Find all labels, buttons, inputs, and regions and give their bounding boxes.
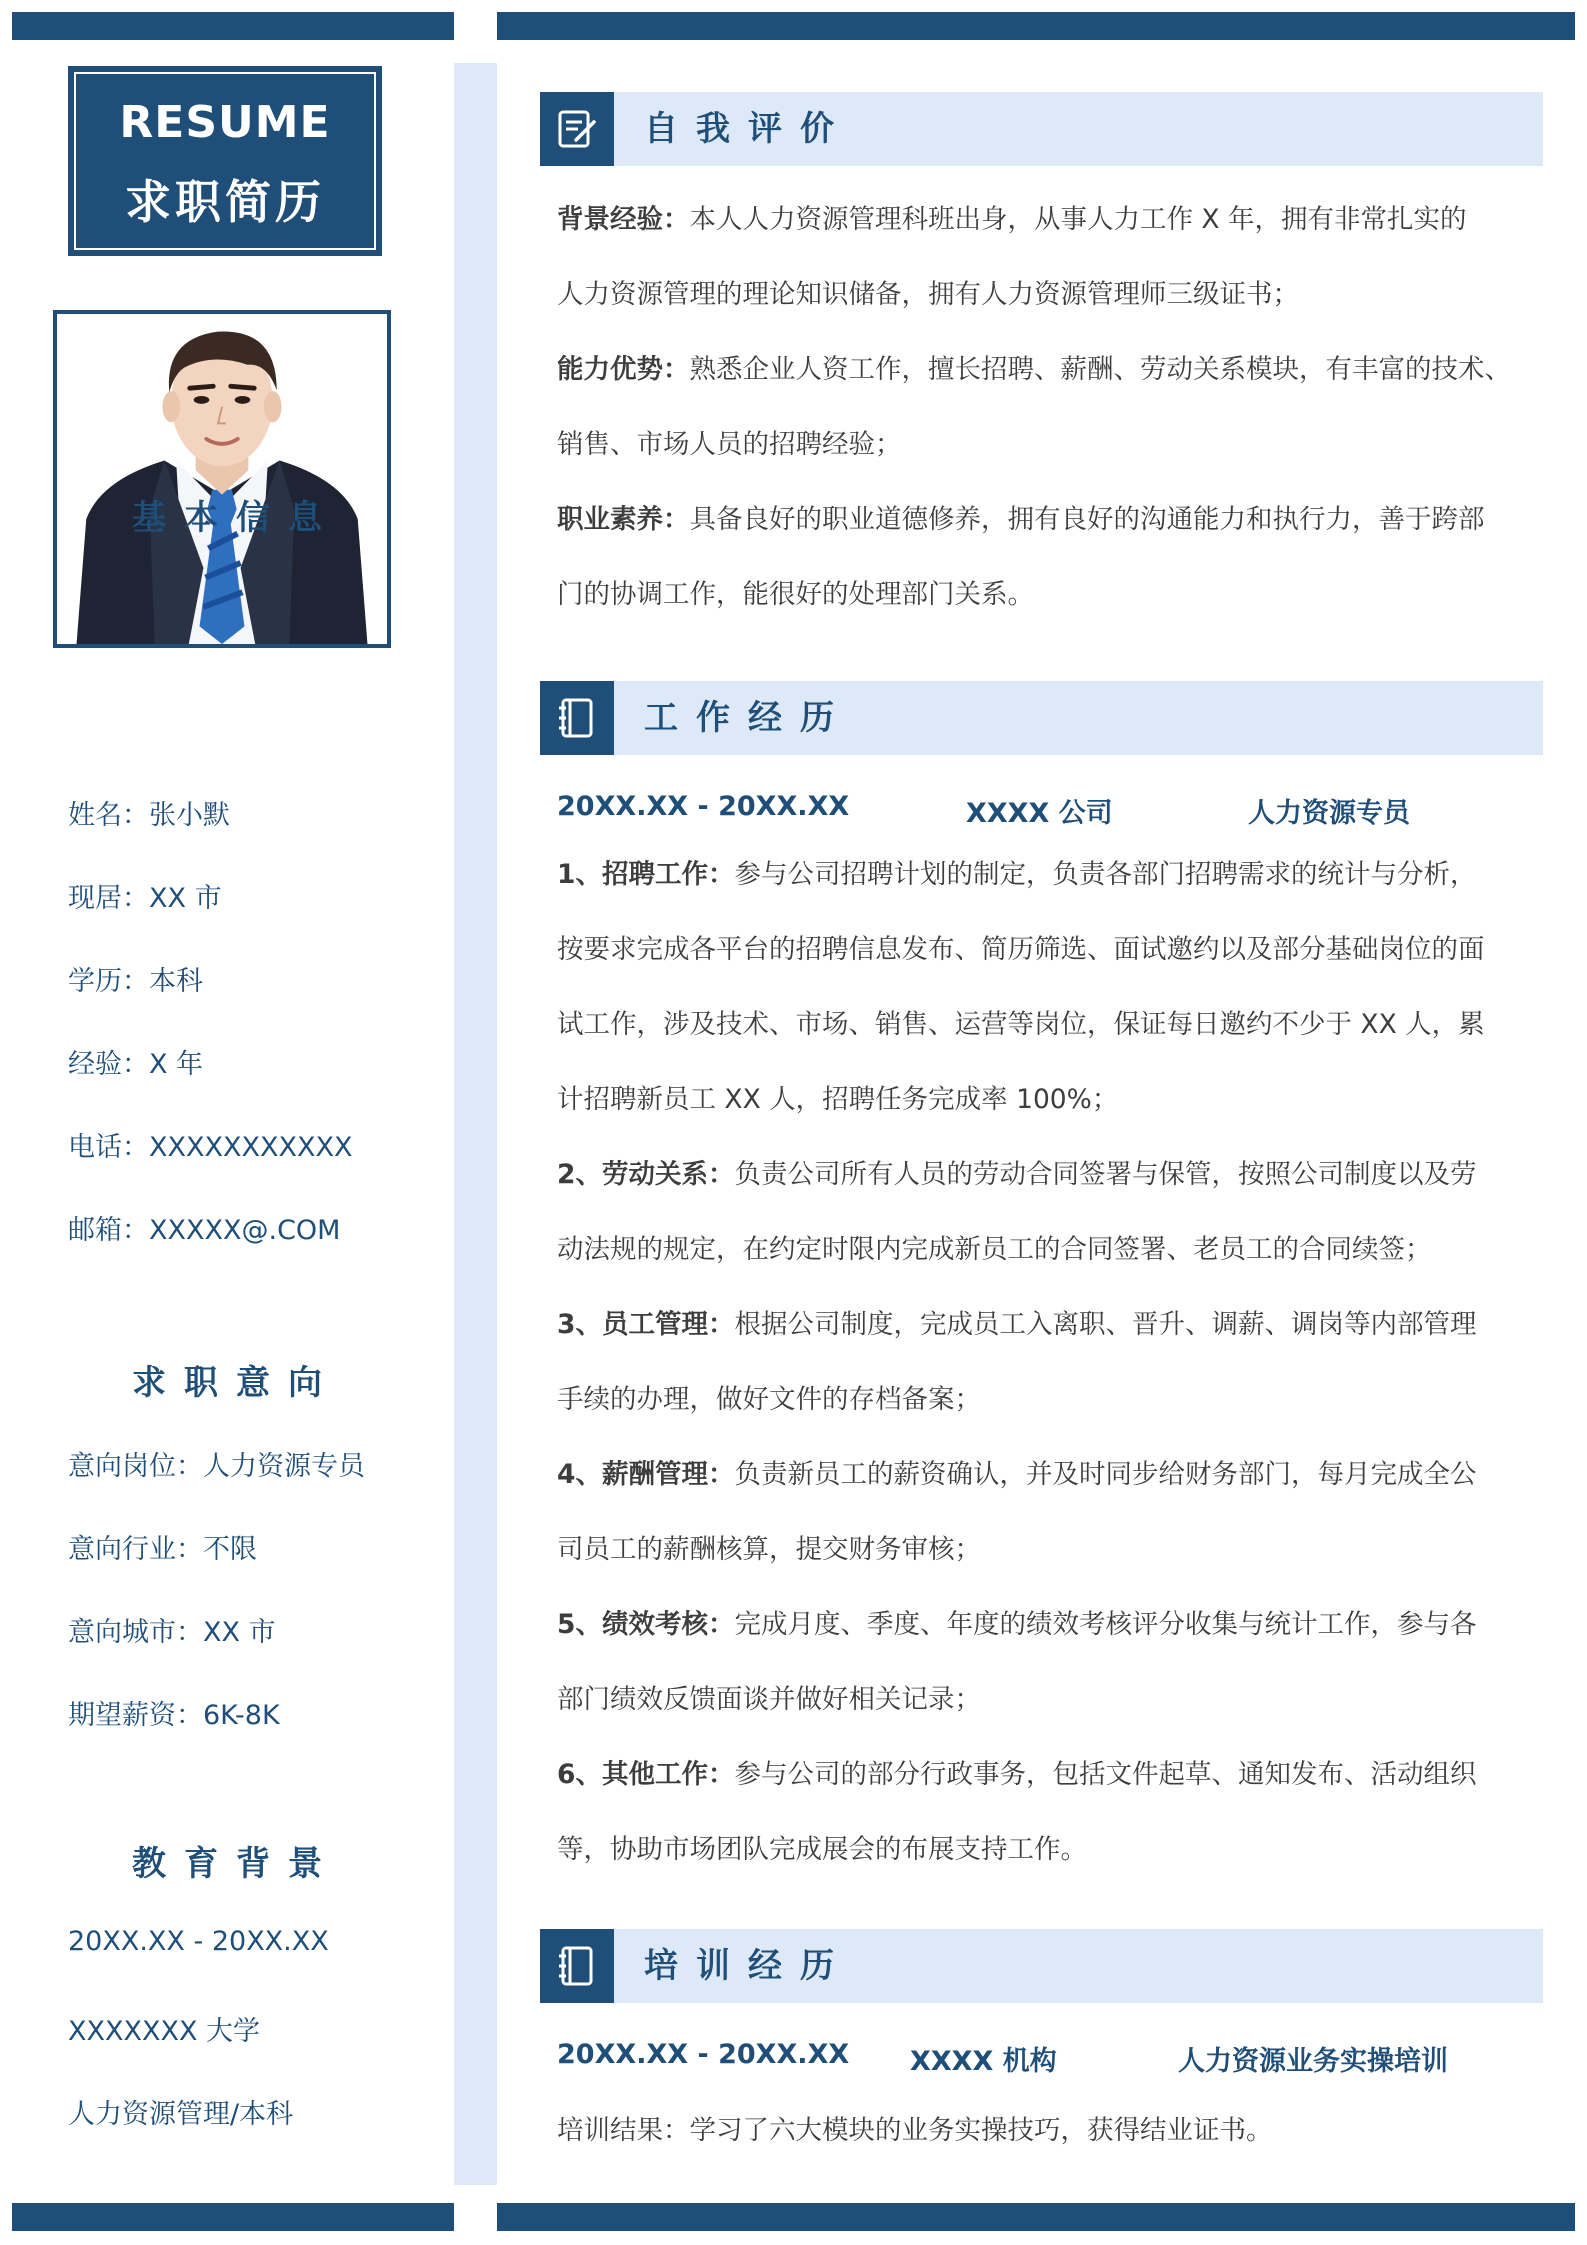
work-company: XXXX 公司 xyxy=(966,798,1113,829)
work-line: 1、招聘工作：参与公司招聘计划的制定，负责各部门招聘需求的统计与分析， xyxy=(557,859,1477,890)
training-result: 培训结果：学习了六大模块的业务实操技巧，获得结业证书。 xyxy=(557,2115,1273,2146)
basic-email: 邮箱：XXXXX@.COM xyxy=(68,1215,341,1246)
work-header xyxy=(540,681,1543,755)
portrait-illustration xyxy=(57,314,387,644)
profile-photo xyxy=(53,310,391,648)
self-eval-text xyxy=(557,182,1557,632)
work-line: 5、绩效考核：完成月度、季度、年度的绩效考核评分收集与统计工作，参与各 xyxy=(557,1609,1477,1640)
intent-industry: 意向行业：不限 xyxy=(68,1534,257,1565)
self-eval-line: 能力优势：熟悉企业人资工作，擅长招聘、薪酬、劳动关系模块，有丰富的技术、 xyxy=(557,354,1511,385)
training-org: XXXX 机构 xyxy=(910,2046,1057,2077)
training-title: 培训经历 xyxy=(644,1946,852,1986)
top-bar-left xyxy=(12,12,454,40)
self-eval-line: 门的协调工作，能很好的处理部门关系。 xyxy=(557,579,1034,610)
work-line: 计招聘新员工 XX 人，招聘任务完成率 100%； xyxy=(557,1084,1119,1115)
top-bar-right xyxy=(497,12,1575,40)
notebook-icon xyxy=(540,681,614,755)
basic-info-heading: 基本信息 xyxy=(132,498,340,538)
bottom-bar-right xyxy=(497,2203,1575,2231)
education-heading: 教育背景 xyxy=(132,1844,340,1884)
basic-education: 学历：本科 xyxy=(68,966,203,997)
training-period: 20XX.XX - 20XX.XX xyxy=(557,2039,850,2070)
work-line: 3、员工管理：根据公司制度，完成员工入离职、晋升、调薪、调岗等内部管理 xyxy=(557,1309,1477,1340)
basic-residence: 现居：XX 市 xyxy=(68,883,222,914)
resume-title-box xyxy=(68,66,382,256)
self-eval-header xyxy=(540,92,1543,166)
work-position: 人力资源专员 xyxy=(1248,798,1410,829)
notebook-icon xyxy=(540,1929,614,2003)
self-eval-line: 人力资源管理的理论知识储备，拥有人力资源管理师三级证书； xyxy=(557,279,1299,310)
intent-city: 意向城市：XX 市 xyxy=(68,1617,276,1648)
self-eval-title: 自我评价 xyxy=(644,109,852,149)
work-duties-text xyxy=(557,837,1557,1887)
work-period: 20XX.XX - 20XX.XX xyxy=(557,791,850,822)
training-course: 人力资源业务实操培训 xyxy=(1178,2046,1448,2077)
education-school: XXXXXXX 大学 xyxy=(68,2016,261,2047)
self-eval-line: 销售、市场人员的招聘经验； xyxy=(557,429,902,460)
education-major: 人力资源管理/本科 xyxy=(68,2099,294,2130)
work-line: 部门绩效反馈面谈并做好相关记录； xyxy=(557,1684,981,1715)
work-line: 按要求完成各平台的招聘信息发布、简历筛选、面试邀约以及部分基础岗位的面 xyxy=(557,934,1485,965)
basic-name: 姓名：张小默 xyxy=(68,800,230,831)
work-line: 2、劳动关系：负责公司所有人员的劳动合同签署与保管，按照公司制度以及劳 xyxy=(557,1159,1477,1190)
work-line: 6、其他工作：参与公司的部分行政事务，包括文件起草、通知发布、活动组织 xyxy=(557,1759,1477,1790)
work-line: 试工作，涉及技术、市场、销售、运营等岗位，保证每日邀约不少于 XX 人，累 xyxy=(557,1009,1485,1040)
work-line: 动法规的规定，在约定时限内完成新员工的合同签署、老员工的合同续签； xyxy=(557,1234,1432,1265)
job-intent-heading: 求职意向 xyxy=(132,1363,340,1403)
title-chinese: 求职简历 xyxy=(125,175,325,229)
work-line: 司员工的薪酬核算，提交财务审核； xyxy=(557,1534,981,1565)
work-title: 工作经历 xyxy=(644,698,852,738)
intent-position: 意向岗位：人力资源专员 xyxy=(68,1451,365,1482)
work-line: 4、薪酬管理：负责新员工的薪资确认，并及时同步给财务部门，每月完成全公 xyxy=(557,1459,1477,1490)
title-english: RESUME xyxy=(119,97,331,148)
center-divider xyxy=(454,63,497,2185)
self-eval-line: 背景经验：本人人力资源管理科班出身，从事人力工作 X 年，拥有非常扎实的 xyxy=(557,204,1467,235)
training-header xyxy=(540,1929,1543,2003)
bottom-bar-left xyxy=(12,2203,454,2231)
basic-experience: 经验：X 年 xyxy=(68,1049,204,1080)
intent-salary: 期望薪资：6K-8K xyxy=(68,1700,280,1731)
education-period: 20XX.XX - 20XX.XX xyxy=(68,1926,329,1957)
edit-note-icon xyxy=(540,92,614,166)
self-eval-line: 职业素养：具备良好的职业道德修养，拥有良好的沟通能力和执行力，善于跨部 xyxy=(557,504,1485,535)
basic-phone: 电话：XXXXXXXXXXX xyxy=(68,1132,353,1163)
work-line: 等，协助市场团队完成展会的布展支持工作。 xyxy=(557,1834,1087,1865)
work-line: 手续的办理，做好文件的存档备案； xyxy=(557,1384,981,1415)
